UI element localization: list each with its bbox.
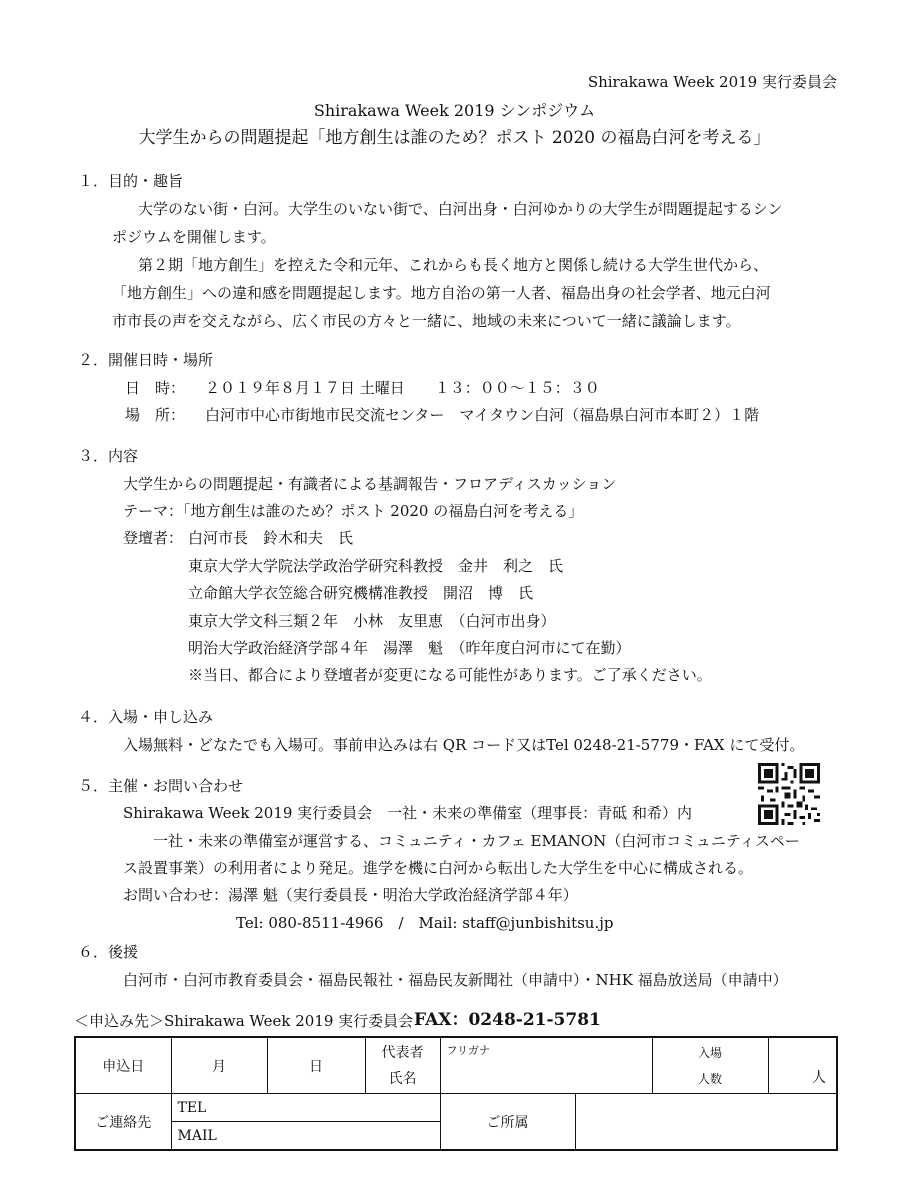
section-datetime-heading: ２．開催日時・場所 bbox=[78, 351, 214, 369]
affiliation-label-cell: ご所属 bbox=[440, 1094, 575, 1151]
speaker-item: 東京大学文科三類２年 小林 友里恵 （白河市出身） bbox=[188, 612, 556, 630]
representative-label-1: 代表者 bbox=[381, 1044, 424, 1061]
representative-label-cell bbox=[365, 1037, 440, 1094]
organizer-line: Shirakawa Week 2019 実行委員会 一社・未来の準備室（理事長：青砥 和希）内 bbox=[123, 804, 692, 822]
count-unit: 人 bbox=[812, 1070, 827, 1086]
contact-label-cell: ご連絡先 bbox=[75, 1094, 171, 1151]
attendee-count-label-2: 人数 bbox=[698, 1071, 723, 1086]
form-destination: ＜申込み先＞Shirakawa Week 2019 実行委員会 bbox=[74, 1012, 414, 1030]
section-support-heading: ６．後援 bbox=[78, 943, 139, 961]
application-form bbox=[74, 1036, 838, 1151]
speaker-item: 明治大学政治経済学部４年 湯澤 魁 （昨年度白河市にて在勤） bbox=[188, 639, 631, 657]
section-purpose-body bbox=[112, 195, 834, 335]
furigana-cell[interactable] bbox=[440, 1037, 652, 1094]
page-title: Shirakawa Week 2019 シンポジウム bbox=[313, 101, 596, 120]
content-line: 大学生からの問題提起・有識者による基調報告・フロアディスカッション bbox=[123, 475, 617, 493]
section-organizer-heading: ５．主催・お問い合わせ bbox=[78, 777, 244, 795]
form-fax: FAX：0248-21-5781 bbox=[414, 1010, 601, 1030]
mail-label: MAIL bbox=[177, 1127, 217, 1144]
affiliation-field[interactable] bbox=[575, 1094, 837, 1151]
speakers-label: 登壇者： bbox=[123, 529, 184, 547]
purpose-line: 「地方創生」への違和感を問題提起します。地方自治の第一人者、福島出身の社会学者、地元白河 bbox=[112, 284, 771, 302]
contact-line: Tel: 080-8511-4966 / Mail: staff@junbishitsu.jp bbox=[236, 914, 614, 932]
purpose-line: 市市長の声を交えながら、広く市民の方々と一緒に、地域の未来について一緒に議論します。 bbox=[112, 312, 741, 330]
date-value: ２０１９年８月１７日 土曜日 １３：００～１５：３０ bbox=[205, 379, 600, 397]
mail-field[interactable] bbox=[171, 1122, 440, 1150]
day-cell[interactable]: 日 bbox=[267, 1037, 365, 1094]
furigana-label: フリガナ bbox=[446, 1044, 490, 1057]
speaker-item: 白河市長 鈴木和夫 氏 bbox=[188, 529, 354, 547]
committee-name: Shirakawa Week 2019 実行委員会 bbox=[587, 73, 837, 91]
page-subtitle: 大学生からの問題提起「地方創生は誰のため？ポスト 2020 の福島白河を考える」 bbox=[138, 128, 771, 148]
organizer-line: 一社・未来の準備室が運営する、コミュニティ・カフェ EMANON（白河市コミュニティスペー bbox=[153, 832, 800, 850]
entry-line: 入場無料・どなたでも入場可。事前申込みは右 QR コード又はTel 0248-21-5779・FAX にて受付。 bbox=[123, 736, 805, 754]
purpose-line: 第２期「地方創生」を控えた令和元年、これからも長く地方と関係し続ける大学生世代から、 bbox=[138, 256, 769, 274]
speaker-note: ※当日、都合により登壇者が変更になる可能性があります。ご了承ください。 bbox=[188, 666, 712, 684]
attendee-count-label-1: 入場 bbox=[698, 1045, 723, 1060]
qr-code-icon[interactable] bbox=[758, 763, 820, 825]
speaker-item: 立命館大学衣笠総合研究機構准教授 開沼 博 氏 bbox=[188, 584, 534, 602]
date-label: 日 時： bbox=[125, 379, 186, 397]
speaker-item: 東京大学大学院法学政治学研究科教授 金井 利之 氏 bbox=[188, 557, 564, 575]
section-purpose-heading: １．目的・趣旨 bbox=[78, 172, 184, 190]
attendee-count-field[interactable] bbox=[768, 1037, 837, 1094]
section-entry-heading: ４．入場・申し込み bbox=[78, 708, 214, 726]
support-line: 白河市・白河市教育委員会・福島民報社・福島民友新聞社（申請中）・NHK 福島放送局（申請中） bbox=[123, 971, 788, 989]
inquiry-line: お問い合わせ：湯澤 魁（実行委員長・明治大学政治経済学部４年） bbox=[123, 886, 578, 904]
month-cell[interactable]: 月 bbox=[171, 1037, 267, 1094]
place-label: 場 所： bbox=[125, 406, 186, 424]
content-theme: テーマ：「地方創生は誰のため？ポスト 2020 の福島白河を考える」 bbox=[123, 502, 584, 520]
organizer-line: ス設置事業）の利用者により発足。進学を機に白河から転出した大学生を中心に構成される。 bbox=[123, 859, 754, 877]
purpose-line: 大学のない街・白河。大学生のいない街で、白河出身・白河ゆかりの大学生が問題提起するシン bbox=[138, 200, 783, 218]
purpose-line: ポジウムを開催します。 bbox=[112, 228, 276, 246]
representative-label-2: 氏名 bbox=[388, 1070, 417, 1087]
place-value: 白河市中心市街地市民交流センター マイタウン白河（福島県白河市本町２）１階 bbox=[205, 406, 760, 424]
date-label-cell: 申込日 bbox=[75, 1037, 171, 1094]
tel-label: TEL bbox=[177, 1099, 207, 1116]
attendee-count-label-cell bbox=[652, 1037, 768, 1094]
tel-field[interactable] bbox=[171, 1094, 440, 1122]
section-content-heading: ３．内容 bbox=[78, 447, 139, 465]
